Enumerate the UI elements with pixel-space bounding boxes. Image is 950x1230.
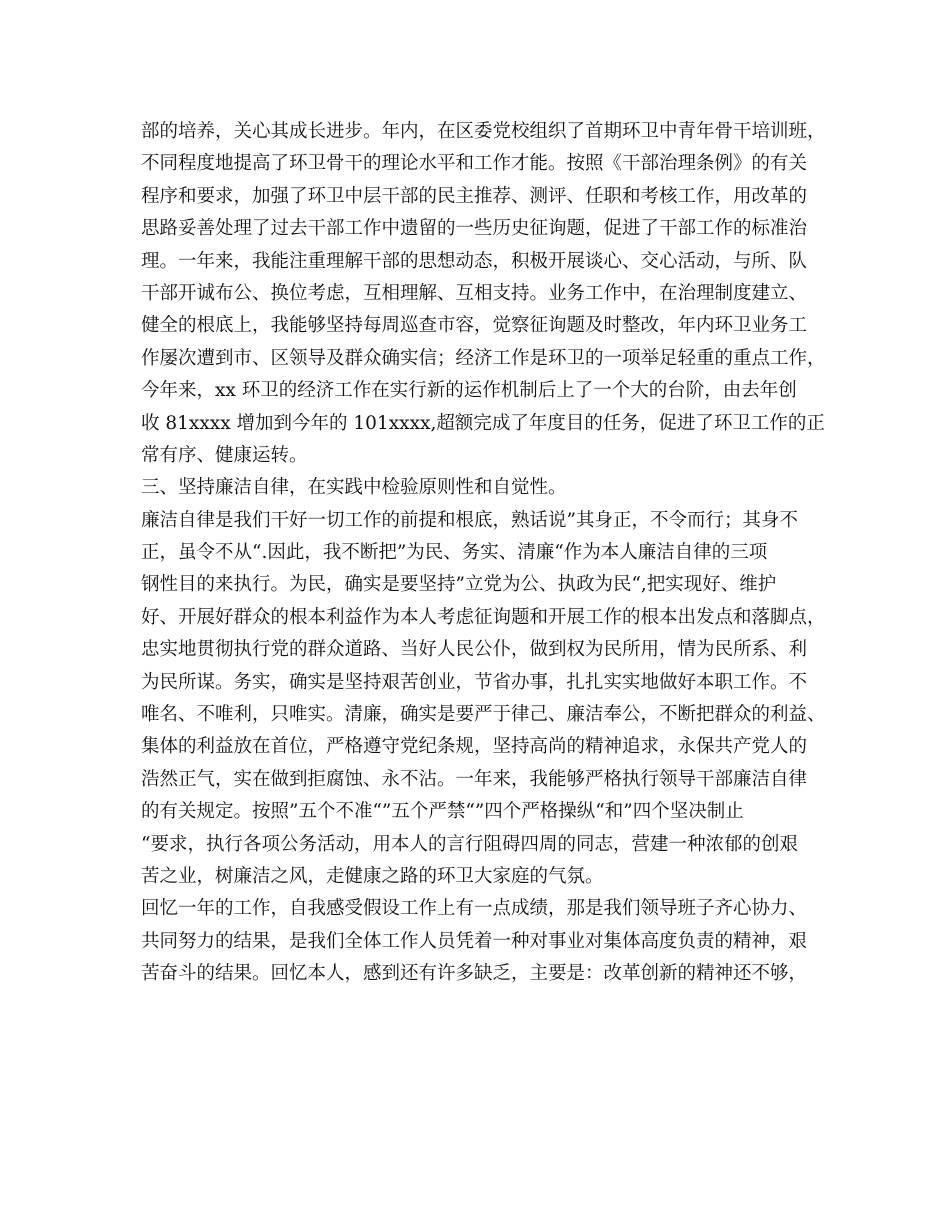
text-line: 健全的根底上，我能够坚持每周巡查市容，觉察征询题及时整改，年内环卫业务工 <box>141 315 808 337</box>
text-line: 程序和要求，加强了环卫中层干部的民主推荐、测评、任职和考核工作，用改革的 <box>141 185 808 207</box>
text-line: 钢性目的来执行。为民，确实是要坚持”立党为公、执政为民“,把实现好、维护 <box>141 574 777 596</box>
text-line: 集体的利益放在首位，严格遵守党纪条规，坚持高尚的精神追求，永保共产党人的 <box>141 736 808 758</box>
text-line: 今年来，xx 环卫的经济工作在实行新的运作机制后上了一个大的台阶，由去年创 <box>141 380 797 402</box>
text-line: 忠实地贯彻执行党的群众道路、当好人民公仆，做到权为民所用，情为民所系、利 <box>141 639 808 661</box>
text-line: 共同努力的结果，是我们全体工作人员凭着一种对事业对集体高度负责的精神，艰 <box>141 930 808 952</box>
text-line: 干部开诚布公、换位考虑，互相理解、互相支持。业务工作中，在治理制度建立、 <box>141 282 808 304</box>
text-line: “要求，执行各项公务活动，用本人的言行阻碍四周的同志，营建一种浓郁的创艰 <box>141 833 798 855</box>
text-line: 为民所谋。务实，确实是坚持艰苦创业，节省办事，扎扎实实地做好本职工作。不 <box>141 671 808 693</box>
text-line: 不同程度地提高了环卫骨干的理论水平和工作才能。按照《干部治理条例》的有关 <box>141 153 808 175</box>
text-line: 好、开展好群众的根本利益作为本人考虑征询题和开展工作的根本出发点和落脚点， <box>141 606 826 628</box>
text-line: 部的培养，关心其成长进步。年内，在区委党校组织了首期环卫中青年骨干培训班， <box>141 121 826 142</box>
text-line: 的有关规定。按照”五个不准“”五个严禁“”四个严格操纵“和”四个坚决制止 <box>141 801 744 823</box>
text-line: 浩然正气，实在做到拒腐蚀、永不沾。一年来，我能够严格执行领导干部廉洁自律 <box>141 768 808 790</box>
text-line: 理。一年来，我能注重理解干部的思想动态，积极开展谈心、交心活动，与所、队 <box>141 250 808 272</box>
text-line: 苦奋斗的结果。回忆本人，感到还有许多缺乏，主要是：改革创新的精神还不够， <box>141 963 808 985</box>
document-body <box>141 116 841 991</box>
text-line: 正，虽令不从“.因此，我不断把”为民、务实、清廉“作为本人廉洁自律的三项 <box>141 542 768 564</box>
text-line: 廉洁自律是我们干好一切工作的前提和根底，熟话说”其身正，不令而行；其身不 <box>141 509 798 531</box>
section-heading: 三、坚持廉洁自律，在实践中检验原则性和自觉性。 <box>141 477 567 499</box>
text-line: 常有序、健康运转。 <box>141 444 308 466</box>
text-line: 作屡次遭到市、区领导及群众确实信；经济工作是环卫的一项举足轻重的重点工作， <box>141 347 826 369</box>
text-line: 回忆一年的工作，自我感受假设工作上有一点成绩，那是我们领导班子齐心协力、 <box>141 898 808 920</box>
text-line: 思路妥善处理了过去干部工作中遗留的一些历史征询题，促进了干部工作的标准治 <box>141 218 808 240</box>
text-line: 苦之业，树廉洁之风，走健康之路的环卫大家庭的气氛。 <box>141 865 604 887</box>
text-line: 收 81xxxx 增加到今年的 101xxxx,超额完成了年度目的任务，促进了环卫工作的正 <box>141 412 825 434</box>
text-line: 唯名、不唯利，只唯实。清廉，确实是要严于律己、廉洁奉公，不断把群众的利益、 <box>141 704 826 726</box>
